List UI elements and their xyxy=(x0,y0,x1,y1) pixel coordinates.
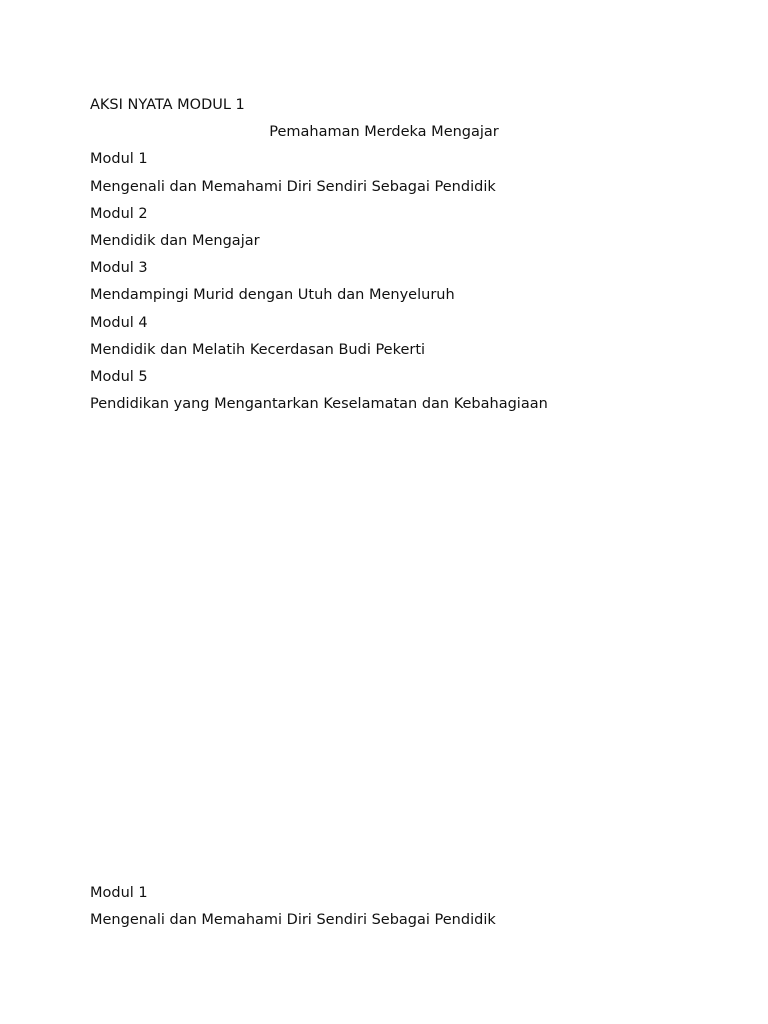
section-title: Mengenali dan Memahami Diri Sendiri Sebagai Pendidik xyxy=(90,912,496,929)
document-content xyxy=(90,92,678,418)
module-5-label: Modul 5 xyxy=(90,368,148,385)
document-heading: AKSI NYATA MODUL 1 xyxy=(90,97,245,113)
section-block xyxy=(90,880,678,934)
document-subtitle: Pemahaman Merdeka Mengajar xyxy=(269,124,499,141)
module-1-title: Mengenali dan Memahami Diri Sendiri Sebagai Pendidik xyxy=(90,178,496,195)
module-2-label: Modul 2 xyxy=(90,205,148,222)
module-3-title: Mendampingi Murid dengan Utuh dan Menyeluruh xyxy=(90,287,455,304)
module-3-label: Modul 3 xyxy=(90,260,148,277)
module-2-title: Mendidik dan Mengajar xyxy=(90,232,260,249)
module-1-label: Modul 1 xyxy=(90,151,148,168)
module-5-title: Pendidikan yang Mengantarkan Keselamatan dan Kebahagiaan xyxy=(90,396,548,413)
module-4-label: Modul 4 xyxy=(90,314,148,331)
section-label: Modul 1 xyxy=(90,885,148,901)
module-4-title: Mendidik dan Melatih Kecerdasan Budi Pekerti xyxy=(90,341,426,358)
